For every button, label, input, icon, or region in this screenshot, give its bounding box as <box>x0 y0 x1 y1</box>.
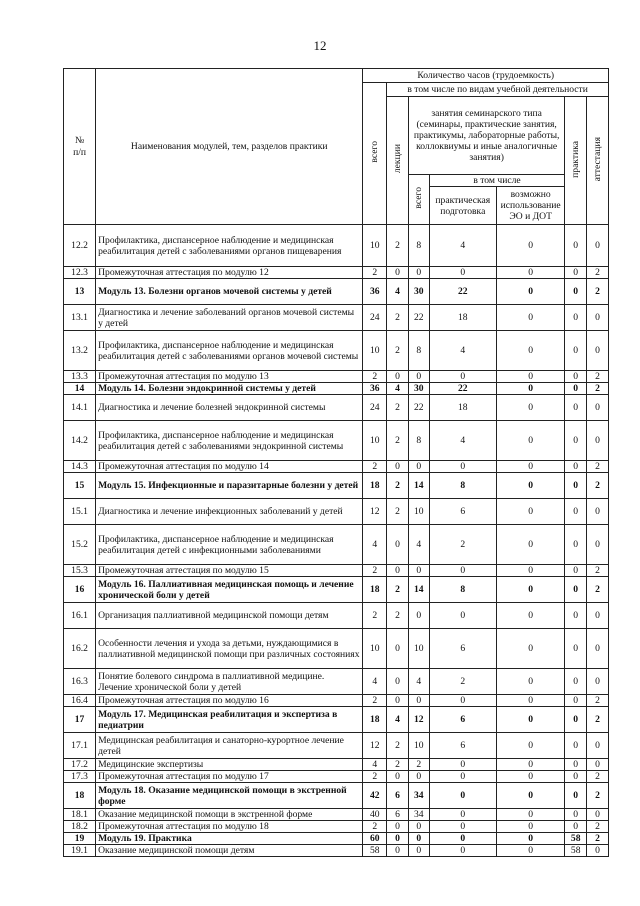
cell-lectures: 2 <box>387 603 409 629</box>
cell-attestation: 0 <box>587 305 609 331</box>
table-row <box>64 383 609 395</box>
cell-practice: 0 <box>565 395 587 421</box>
table-row <box>64 603 609 629</box>
table-row <box>64 331 609 371</box>
cell-sem-total: 0 <box>408 371 429 383</box>
cell-practical-prep: 0 <box>429 759 496 771</box>
cell-attestation: 2 <box>587 577 609 603</box>
cell-total: 10 <box>363 225 387 267</box>
cell-total: 4 <box>363 759 387 771</box>
cell-sem-total: 10 <box>408 733 429 759</box>
cell-lectures: 2 <box>387 225 409 267</box>
cell-total: 2 <box>363 461 387 473</box>
table-row <box>64 771 609 783</box>
cell-distance: 0 <box>496 759 564 771</box>
cell-total: 2 <box>363 565 387 577</box>
cell-total: 18 <box>363 707 387 733</box>
cell-sem-total: 34 <box>408 783 429 809</box>
cell-practice: 0 <box>565 733 587 759</box>
table-row <box>64 461 609 473</box>
cell-lectures: 2 <box>387 473 409 499</box>
cell-sem-total: 10 <box>408 499 429 525</box>
cell-lectures: 4 <box>387 279 409 305</box>
header-attestation: аттестация <box>587 97 609 225</box>
row-title: Медицинская реабилитация и санаторно-курортное лечение детей <box>96 733 363 759</box>
row-title: Профилактика, диспансерное наблюдение и медицинская реабилитация детей с инфекционными заболеваниями <box>96 525 363 565</box>
row-title: Промежуточная аттестация по модулю 14 <box>96 461 363 473</box>
row-title: Промежуточная аттестация по модулю 17 <box>96 771 363 783</box>
header-sem-total: всего <box>408 175 429 225</box>
cell-sem-total: 0 <box>408 821 429 833</box>
cell-sem-total: 12 <box>408 707 429 733</box>
cell-practical-prep: 0 <box>429 771 496 783</box>
cell-attestation: 2 <box>587 695 609 707</box>
header-total: всего <box>363 83 387 225</box>
row-title: Модуль 16. Паллиативная медицинская помощь и лечение хронической боли у детей <box>96 577 363 603</box>
header-practice: практика <box>565 97 587 225</box>
row-number: 16.1 <box>64 603 96 629</box>
table-row <box>64 525 609 565</box>
cell-distance: 0 <box>496 331 564 371</box>
cell-lectures: 2 <box>387 421 409 461</box>
cell-distance: 0 <box>496 809 564 821</box>
cell-total: 10 <box>363 421 387 461</box>
cell-distance: 0 <box>496 279 564 305</box>
cell-sem-total: 22 <box>408 395 429 421</box>
cell-sem-total: 8 <box>408 225 429 267</box>
row-title: Промежуточная аттестация по модулю 18 <box>96 821 363 833</box>
cell-distance: 0 <box>496 395 564 421</box>
cell-total: 24 <box>363 305 387 331</box>
header-lectures: лекции <box>387 97 409 225</box>
cell-practice: 0 <box>565 473 587 499</box>
cell-practice: 0 <box>565 809 587 821</box>
cell-total: 18 <box>363 473 387 499</box>
cell-lectures: 0 <box>387 695 409 707</box>
cell-practical-prep: 0 <box>429 461 496 473</box>
cell-lectures: 0 <box>387 845 409 857</box>
cell-distance: 0 <box>496 845 564 857</box>
table-row <box>64 629 609 669</box>
cell-distance: 0 <box>496 473 564 499</box>
cell-practice: 0 <box>565 371 587 383</box>
cell-practice: 0 <box>565 305 587 331</box>
row-title: Диагностика и лечение инфекционных заболеваний у детей <box>96 499 363 525</box>
cell-total: 60 <box>363 833 387 845</box>
cell-sem-total: 8 <box>408 331 429 371</box>
cell-attestation: 0 <box>587 499 609 525</box>
cell-practical-prep: 6 <box>429 499 496 525</box>
cell-total: 2 <box>363 771 387 783</box>
row-title: Медицинские экспертизы <box>96 759 363 771</box>
row-title: Модуль 14. Болезни эндокринной системы у детей <box>96 383 363 395</box>
header-num: № п/п <box>64 69 96 225</box>
cell-practical-prep: 4 <box>429 331 496 371</box>
row-number: 16.3 <box>64 669 96 695</box>
cell-distance: 0 <box>496 707 564 733</box>
cell-sem-total: 0 <box>408 565 429 577</box>
table-row <box>64 421 609 461</box>
cell-distance: 0 <box>496 371 564 383</box>
cell-practical-prep: 8 <box>429 577 496 603</box>
cell-total: 2 <box>363 695 387 707</box>
cell-attestation: 2 <box>587 383 609 395</box>
cell-attestation: 2 <box>587 833 609 845</box>
row-title: Модуль 18. Оказание медицинской помощи в экстренной форме <box>96 783 363 809</box>
cell-total: 12 <box>363 733 387 759</box>
row-number: 12.2 <box>64 225 96 267</box>
table-row <box>64 473 609 499</box>
cell-distance: 0 <box>496 783 564 809</box>
cell-lectures: 4 <box>387 383 409 395</box>
cell-attestation: 0 <box>587 395 609 421</box>
cell-lectures: 2 <box>387 733 409 759</box>
cell-distance: 0 <box>496 821 564 833</box>
cell-lectures: 0 <box>387 525 409 565</box>
cell-practical-prep: 0 <box>429 371 496 383</box>
cell-practice: 0 <box>565 707 587 733</box>
curriculum-table <box>63 68 609 857</box>
cell-total: 36 <box>363 279 387 305</box>
cell-practice: 0 <box>565 525 587 565</box>
row-number: 13.1 <box>64 305 96 331</box>
cell-lectures: 2 <box>387 499 409 525</box>
cell-attestation: 0 <box>587 225 609 267</box>
cell-sem-total: 4 <box>408 669 429 695</box>
cell-distance: 0 <box>496 225 564 267</box>
cell-practice: 0 <box>565 499 587 525</box>
cell-practical-prep: 6 <box>429 629 496 669</box>
cell-practical-prep: 8 <box>429 473 496 499</box>
cell-total: 58 <box>363 845 387 857</box>
page-number: 12 <box>313 38 327 53</box>
cell-practice: 0 <box>565 783 587 809</box>
row-number: 14.2 <box>64 421 96 461</box>
cell-sem-total: 30 <box>408 383 429 395</box>
cell-distance: 0 <box>496 603 564 629</box>
cell-practice: 0 <box>565 565 587 577</box>
cell-attestation: 2 <box>587 707 609 733</box>
cell-distance: 0 <box>496 383 564 395</box>
cell-total: 2 <box>363 371 387 383</box>
row-number: 15.1 <box>64 499 96 525</box>
row-number: 18.2 <box>64 821 96 833</box>
cell-sem-total: 0 <box>408 771 429 783</box>
cell-attestation: 0 <box>587 845 609 857</box>
cell-lectures: 0 <box>387 267 409 279</box>
cell-practice: 0 <box>565 331 587 371</box>
cell-practical-prep: 0 <box>429 267 496 279</box>
header-by-type: в том числе по видам учебной деятельности <box>387 83 609 97</box>
row-number: 18.1 <box>64 809 96 821</box>
row-number: 17.3 <box>64 771 96 783</box>
cell-practice: 0 <box>565 383 587 395</box>
cell-practice: 0 <box>565 267 587 279</box>
row-number: 15.2 <box>64 525 96 565</box>
cell-practice: 0 <box>565 771 587 783</box>
row-number: 19 <box>64 833 96 845</box>
cell-attestation: 0 <box>587 603 609 629</box>
cell-practical-prep: 0 <box>429 603 496 629</box>
table-row <box>64 371 609 383</box>
row-title: Промежуточная аттестация по модулю 16 <box>96 695 363 707</box>
cell-practical-prep: 0 <box>429 809 496 821</box>
cell-practice: 0 <box>565 577 587 603</box>
row-title: Промежуточная аттестация по модулю 12 <box>96 267 363 279</box>
cell-total: 2 <box>363 267 387 279</box>
cell-practical-prep: 0 <box>429 695 496 707</box>
row-number: 17 <box>64 707 96 733</box>
cell-attestation: 2 <box>587 565 609 577</box>
cell-practice: 0 <box>565 461 587 473</box>
table-row <box>64 395 609 421</box>
table-header <box>64 69 609 225</box>
row-title: Диагностика и лечение болезней эндокринной системы <box>96 395 363 421</box>
cell-distance: 0 <box>496 525 564 565</box>
cell-total: 10 <box>363 629 387 669</box>
cell-lectures: 0 <box>387 821 409 833</box>
row-number: 13.2 <box>64 331 96 371</box>
cell-sem-total: 0 <box>408 833 429 845</box>
row-title: Модуль 15. Инфекционные и паразитарные болезни у детей <box>96 473 363 499</box>
row-number: 17.2 <box>64 759 96 771</box>
row-number: 13.3 <box>64 371 96 383</box>
cell-sem-total: 0 <box>408 461 429 473</box>
cell-sem-total: 0 <box>408 845 429 857</box>
table-row <box>64 707 609 733</box>
cell-total: 2 <box>363 603 387 629</box>
cell-lectures: 2 <box>387 395 409 421</box>
cell-sem-total: 2 <box>408 759 429 771</box>
cell-lectures: 0 <box>387 565 409 577</box>
table-row <box>64 225 609 267</box>
cell-distance: 0 <box>496 629 564 669</box>
cell-lectures: 0 <box>387 833 409 845</box>
cell-practice: 58 <box>565 845 587 857</box>
cell-total: 36 <box>363 383 387 395</box>
cell-lectures: 0 <box>387 629 409 669</box>
table-row <box>64 669 609 695</box>
cell-practical-prep: 0 <box>429 845 496 857</box>
cell-attestation: 0 <box>587 331 609 371</box>
row-number: 17.1 <box>64 733 96 759</box>
row-number: 13 <box>64 279 96 305</box>
cell-attestation: 2 <box>587 771 609 783</box>
cell-sem-total: 0 <box>408 603 429 629</box>
table-row <box>64 565 609 577</box>
table-row <box>64 499 609 525</box>
cell-practice: 0 <box>565 279 587 305</box>
cell-attestation: 2 <box>587 461 609 473</box>
row-title: Промежуточная аттестация по модулю 13 <box>96 371 363 383</box>
row-title: Особенности лечения и ухода за детьми, нуждающимися в паллиативной медицинской помощи при различных состояниях <box>96 629 363 669</box>
row-title: Оказание медицинской помощи в экстренной форме <box>96 809 363 821</box>
cell-sem-total: 10 <box>408 629 429 669</box>
cell-lectures: 2 <box>387 331 409 371</box>
cell-attestation: 0 <box>587 809 609 821</box>
cell-sem-total: 8 <box>408 421 429 461</box>
cell-sem-total: 14 <box>408 577 429 603</box>
header-hours: Количество часов (трудоемкость) <box>363 69 609 83</box>
row-number: 16.4 <box>64 695 96 707</box>
cell-practice: 0 <box>565 225 587 267</box>
row-title: Профилактика, диспансерное наблюдение и медицинская реабилитация детей с заболеваниями эндокринной системы <box>96 421 363 461</box>
cell-distance: 0 <box>496 669 564 695</box>
cell-total: 4 <box>363 525 387 565</box>
cell-total: 4 <box>363 669 387 695</box>
row-number: 19.1 <box>64 845 96 857</box>
cell-practical-prep: 2 <box>429 525 496 565</box>
cell-total: 40 <box>363 809 387 821</box>
cell-attestation: 0 <box>587 669 609 695</box>
cell-distance: 0 <box>496 733 564 759</box>
table-row <box>64 821 609 833</box>
cell-practical-prep: 22 <box>429 383 496 395</box>
cell-practical-prep: 2 <box>429 669 496 695</box>
row-title: Промежуточная аттестация по модулю 15 <box>96 565 363 577</box>
cell-practical-prep: 4 <box>429 225 496 267</box>
cell-lectures: 2 <box>387 759 409 771</box>
cell-attestation: 2 <box>587 473 609 499</box>
table-row <box>64 577 609 603</box>
cell-attestation: 2 <box>587 821 609 833</box>
row-title: Модуль 19. Практика <box>96 833 363 845</box>
cell-sem-total: 14 <box>408 473 429 499</box>
cell-practical-prep: 6 <box>429 733 496 759</box>
cell-practical-prep: 22 <box>429 279 496 305</box>
row-number: 16.2 <box>64 629 96 669</box>
cell-practice: 58 <box>565 833 587 845</box>
header-practical-prep: практическая подготовка <box>429 187 496 225</box>
header-distance: возможно использование ЭО и ДОТ <box>496 187 564 225</box>
cell-lectures: 0 <box>387 771 409 783</box>
cell-lectures: 4 <box>387 707 409 733</box>
cell-practical-prep: 0 <box>429 821 496 833</box>
cell-distance: 0 <box>496 771 564 783</box>
row-number: 15.3 <box>64 565 96 577</box>
row-number: 14.3 <box>64 461 96 473</box>
cell-attestation: 0 <box>587 421 609 461</box>
table-body <box>64 225 609 857</box>
row-title: Профилактика, диспансерное наблюдение и медицинская реабилитация детей с заболеваниями органов пищеварения <box>96 225 363 267</box>
row-title: Оказание медицинской помощи детям <box>96 845 363 857</box>
cell-distance: 0 <box>496 577 564 603</box>
cell-distance: 0 <box>496 695 564 707</box>
cell-distance: 0 <box>496 499 564 525</box>
row-number: 14.1 <box>64 395 96 421</box>
cell-lectures: 0 <box>387 371 409 383</box>
cell-sem-total: 0 <box>408 267 429 279</box>
cell-distance: 0 <box>496 421 564 461</box>
cell-attestation: 2 <box>587 267 609 279</box>
table-row <box>64 279 609 305</box>
cell-sem-total: 4 <box>408 525 429 565</box>
cell-attestation: 0 <box>587 733 609 759</box>
cell-sem-total: 30 <box>408 279 429 305</box>
row-title: Организация паллиативной медицинской помощи детям <box>96 603 363 629</box>
cell-total: 24 <box>363 395 387 421</box>
cell-total: 12 <box>363 499 387 525</box>
cell-practical-prep: 0 <box>429 565 496 577</box>
cell-distance: 0 <box>496 461 564 473</box>
cell-lectures: 0 <box>387 461 409 473</box>
cell-practical-prep: 0 <box>429 783 496 809</box>
header-seminars: занятия семинарского типа (семинары, практические занятия, практикумы, лабораторные работы, коллоквиумы и иные аналогичные занятия) <box>408 97 564 175</box>
cell-distance: 0 <box>496 565 564 577</box>
cell-total: 2 <box>363 821 387 833</box>
row-number: 18 <box>64 783 96 809</box>
cell-practical-prep: 0 <box>429 833 496 845</box>
cell-practical-prep: 18 <box>429 305 496 331</box>
row-title: Модуль 13. Болезни органов мочевой системы у детей <box>96 279 363 305</box>
row-title: Диагностика и лечение заболеваний органов мочевой системы у детей <box>96 305 363 331</box>
cell-practical-prep: 18 <box>429 395 496 421</box>
cell-lectures: 6 <box>387 809 409 821</box>
table-row <box>64 759 609 771</box>
cell-practice: 0 <box>565 603 587 629</box>
cell-practice: 0 <box>565 421 587 461</box>
cell-attestation: 2 <box>587 279 609 305</box>
cell-practice: 0 <box>565 695 587 707</box>
cell-attestation: 0 <box>587 525 609 565</box>
header-including: в том числе <box>429 175 565 187</box>
cell-attestation: 2 <box>587 371 609 383</box>
cell-total: 42 <box>363 783 387 809</box>
cell-practice: 0 <box>565 821 587 833</box>
cell-attestation: 0 <box>587 759 609 771</box>
cell-sem-total: 34 <box>408 809 429 821</box>
row-title: Понятие болевого синдрома в паллиативной медицине. Лечение хронической боли у детей <box>96 669 363 695</box>
row-number: 12.3 <box>64 267 96 279</box>
cell-practical-prep: 6 <box>429 707 496 733</box>
row-title: Модуль 17. Медицинская реабилитация и экспертиза в педиатрии <box>96 707 363 733</box>
cell-practice: 0 <box>565 629 587 669</box>
cell-total: 18 <box>363 577 387 603</box>
cell-distance: 0 <box>496 833 564 845</box>
cell-lectures: 6 <box>387 783 409 809</box>
cell-practical-prep: 4 <box>429 421 496 461</box>
cell-lectures: 2 <box>387 577 409 603</box>
table-row <box>64 845 609 857</box>
cell-practice: 0 <box>565 669 587 695</box>
cell-distance: 0 <box>496 267 564 279</box>
cell-lectures: 0 <box>387 669 409 695</box>
cell-lectures: 2 <box>387 305 409 331</box>
table-row <box>64 783 609 809</box>
row-number: 14 <box>64 383 96 395</box>
table-row <box>64 833 609 845</box>
row-title: Профилактика, диспансерное наблюдение и медицинская реабилитация детей с заболеваниями органов мочевой системы <box>96 331 363 371</box>
cell-total: 10 <box>363 331 387 371</box>
table-row <box>64 695 609 707</box>
header-name: Наименования модулей, тем, разделов практики <box>96 69 363 225</box>
table-row <box>64 733 609 759</box>
cell-distance: 0 <box>496 305 564 331</box>
row-number: 15 <box>64 473 96 499</box>
cell-sem-total: 0 <box>408 695 429 707</box>
table-row <box>64 305 609 331</box>
table-row <box>64 809 609 821</box>
cell-attestation: 0 <box>587 629 609 669</box>
table-row <box>64 267 609 279</box>
cell-attestation: 2 <box>587 783 609 809</box>
cell-sem-total: 22 <box>408 305 429 331</box>
row-number: 16 <box>64 577 96 603</box>
cell-practice: 0 <box>565 759 587 771</box>
